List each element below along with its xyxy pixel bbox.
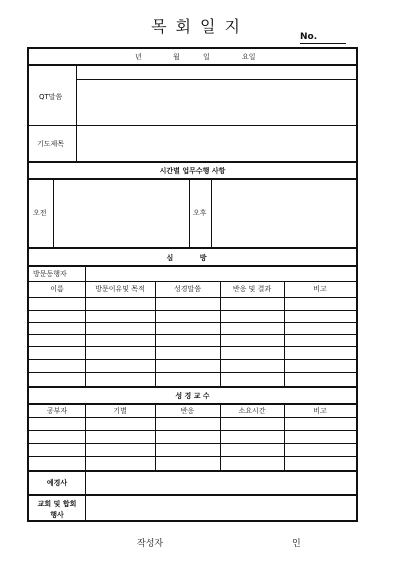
divider <box>29 125 356 126</box>
study-col-lesson: 기별 <box>113 407 127 415</box>
seal-label: 인 <box>292 539 301 549</box>
divider <box>29 386 356 388</box>
divider <box>85 267 86 281</box>
year-label: 년 <box>135 53 142 61</box>
month-label: 월 <box>173 53 180 61</box>
day-label: 일 <box>203 53 210 61</box>
table-row <box>29 417 356 418</box>
qt-label: QT말씀 <box>39 93 63 101</box>
schedule-header: 시간별 업무수행 사항 <box>159 167 226 175</box>
divider <box>284 405 285 471</box>
events-label: 교회 및 합회행사 <box>37 500 77 519</box>
weekday-label: 요일 <box>242 53 256 61</box>
table-row <box>29 297 356 298</box>
divider <box>29 281 356 282</box>
table-row <box>29 372 356 373</box>
divider <box>29 470 356 472</box>
table-row <box>29 456 356 457</box>
document-number-label: No. <box>300 32 346 44</box>
study-col-response: 반응 <box>180 407 195 415</box>
study-col-duration: 소요시간 <box>238 407 266 415</box>
visit-col-result: 반응 및 결과 <box>232 285 272 293</box>
journal-form <box>27 47 358 522</box>
divider <box>211 180 212 247</box>
divider <box>155 405 156 471</box>
divider <box>29 403 356 405</box>
table-row <box>29 430 356 431</box>
table-row <box>29 310 356 311</box>
divider <box>29 161 356 163</box>
visit-col-name: 이름 <box>50 285 64 293</box>
visit-header: 심 방 <box>166 254 219 262</box>
divider <box>29 64 356 66</box>
divider <box>29 178 356 180</box>
page-title: 목회일지 <box>151 17 249 36</box>
divider <box>53 180 54 247</box>
divider <box>29 265 356 267</box>
table-row <box>29 359 356 360</box>
study-col-note: 비고 <box>313 407 327 415</box>
study-header: 성 경 교 수 <box>175 392 210 400</box>
divider <box>29 247 356 249</box>
divider <box>85 472 86 522</box>
study-col-student: 공부자 <box>46 407 68 415</box>
divider <box>76 66 77 163</box>
writer-label: 작성자 <box>137 539 164 549</box>
table-row <box>29 346 356 347</box>
divider <box>189 180 190 247</box>
table-row <box>29 334 356 335</box>
divider <box>85 405 86 471</box>
visit-col-scripture: 성경말씀 <box>173 285 202 293</box>
companion-label: 방문동행자 <box>33 270 67 278</box>
divider <box>29 494 356 496</box>
table-row <box>29 322 356 323</box>
visit-col-purpose: 방문이유및 목적 <box>95 285 145 293</box>
morning-label: 오전 <box>33 209 47 217</box>
divider <box>76 79 356 80</box>
prayer-label: 기도제목 <box>37 140 65 148</box>
preacher-label: 예경사 <box>46 479 68 487</box>
visit-col-note: 비고 <box>313 285 327 293</box>
afternoon-label: 오후 <box>193 209 207 217</box>
table-row <box>29 443 356 444</box>
divider <box>220 405 221 471</box>
